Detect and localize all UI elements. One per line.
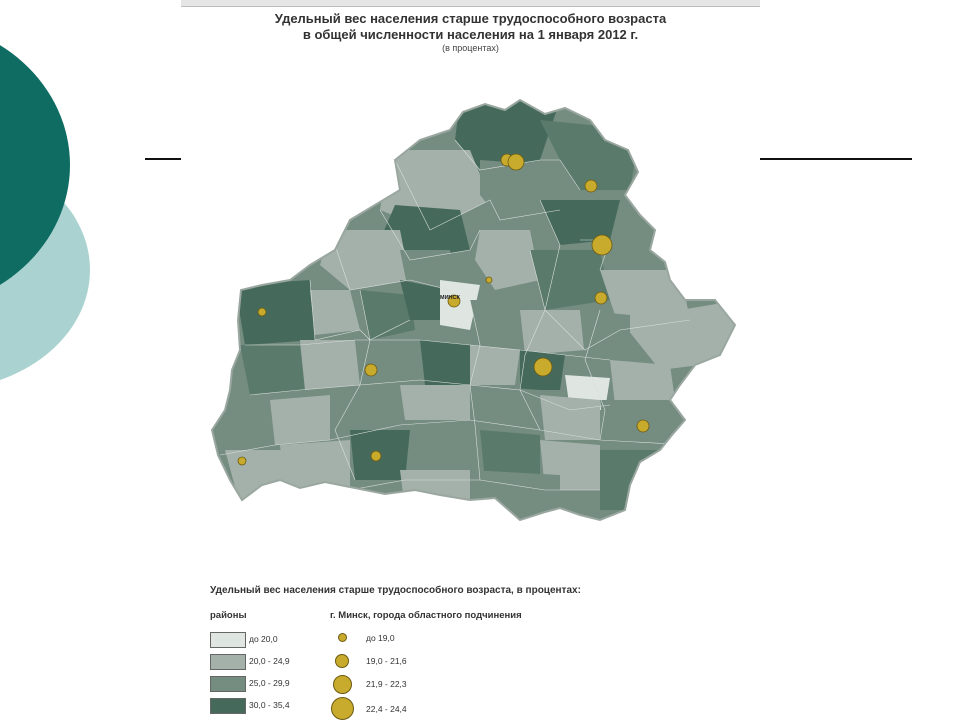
legend-title: Удельный вес населения старше трудоспособного возраста, в процентах: xyxy=(210,585,581,596)
legend-city-marker-3 xyxy=(333,675,352,694)
city-marker xyxy=(371,451,381,461)
city-marker xyxy=(486,277,492,283)
minsk-label: МИНСК xyxy=(440,295,460,301)
map-subtitle: (в процентах) xyxy=(442,43,499,53)
legend-city-marker-1 xyxy=(338,633,347,642)
district-fills xyxy=(200,95,740,525)
legend-label-city-2: 19,0 - 21,6 xyxy=(366,656,407,666)
legend-swatch-district-1 xyxy=(210,632,246,648)
legend-label-city-4: 22,4 - 24,4 xyxy=(366,704,407,714)
legend-cities-header: г. Минск, города областного подчинения xyxy=(330,610,522,621)
map-title-line1: Удельный вес населения старше трудоспособного возраста xyxy=(274,11,667,26)
legend-swatch-district-2 xyxy=(210,654,246,670)
legend-swatch-district-4 xyxy=(210,698,246,714)
city-marker xyxy=(585,180,597,192)
city-marker xyxy=(592,235,612,255)
map-title-line2: в общей численности населения на 1 января 2012 г. xyxy=(302,27,639,42)
city-marker xyxy=(258,308,266,316)
legend-label-city-1: до 19,0 xyxy=(366,633,395,643)
legend-label-district-3: 25,0 - 29,9 xyxy=(249,678,290,688)
legend-swatch-district-3 xyxy=(210,676,246,692)
legend-districts-header: районы xyxy=(210,610,247,621)
city-marker xyxy=(508,154,524,170)
city-marker xyxy=(365,364,377,376)
legend-label-district-2: 20,0 - 24,9 xyxy=(249,656,290,666)
legend-city-marker-4 xyxy=(331,697,354,720)
city-marker xyxy=(534,358,552,376)
city-marker xyxy=(238,457,246,465)
legend-label-district-4: 30,0 - 35,4 xyxy=(249,700,290,710)
city-marker xyxy=(637,420,649,432)
legend-label-city-3: 21,9 - 22,3 xyxy=(366,679,407,689)
legend-city-marker-2 xyxy=(335,654,349,668)
city-marker xyxy=(595,292,607,304)
legend-label-district-1: до 20,0 xyxy=(249,634,278,644)
